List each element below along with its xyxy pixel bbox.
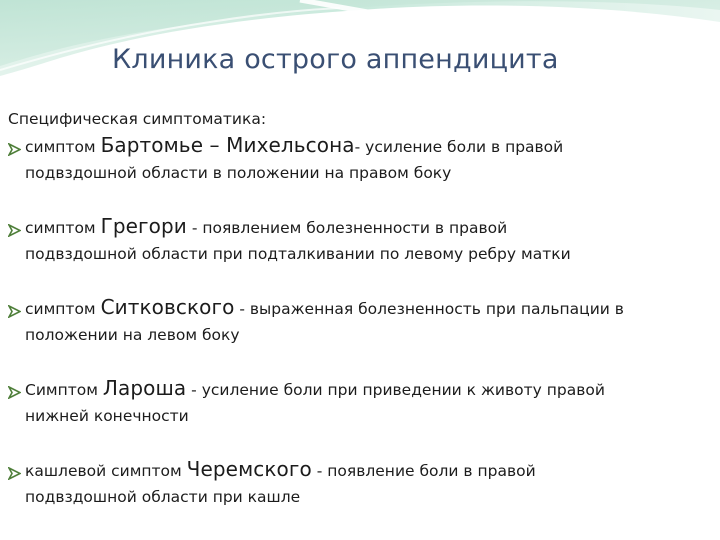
arrow-bullet-icon xyxy=(8,224,21,237)
symptom-prefix: симптом xyxy=(25,300,101,318)
slide-subtitle: Специфическая симптоматика: xyxy=(8,110,267,128)
symptom-description: - появлением болезненности в правой xyxy=(186,219,508,237)
slide-title: Клиника острого аппендицита xyxy=(112,44,559,75)
symptom-description-continued: подвздошной области при кашле xyxy=(25,488,301,506)
symptom-description: - выраженная болезненность при пальпации в xyxy=(234,300,624,318)
arrow-bullet-icon xyxy=(8,305,21,318)
symptom-description: - усиление боли при приведении к животу правой xyxy=(186,381,605,399)
symptom-description-continued: положении на левом боку xyxy=(25,326,240,344)
list-item xyxy=(8,214,714,265)
list-item xyxy=(8,457,714,508)
symptom-description: - появление боли в правой xyxy=(311,462,536,480)
symptom-prefix: кашлевой симптом xyxy=(25,462,187,480)
symptom-description-continued: нижней конечности xyxy=(25,407,189,425)
symptom-prefix: симптом xyxy=(25,219,101,237)
symptom-description-continued: подвздошной области в положении на правом боку xyxy=(25,164,452,182)
symptom-name: Ситковского xyxy=(100,295,235,319)
symptom-name: Бартомье – Михельсона xyxy=(100,133,355,157)
arrow-bullet-icon xyxy=(8,143,21,156)
list-item xyxy=(8,376,714,427)
symptom-description-continued: подвздошной области при подталкивании по левому ребру матки xyxy=(25,245,571,263)
arrow-bullet-icon xyxy=(8,386,21,399)
list-item xyxy=(8,133,714,184)
symptom-description: - усиление боли в правой xyxy=(354,138,564,156)
list-item xyxy=(8,295,714,346)
symptom-name: Черемского xyxy=(186,457,312,481)
symptom-name: Лароша xyxy=(102,376,187,400)
arrow-bullet-icon xyxy=(8,467,21,480)
symptom-name: Грегори xyxy=(100,214,187,238)
symptom-prefix: Симптом xyxy=(25,381,103,399)
symptom-prefix: симптом xyxy=(25,138,101,156)
